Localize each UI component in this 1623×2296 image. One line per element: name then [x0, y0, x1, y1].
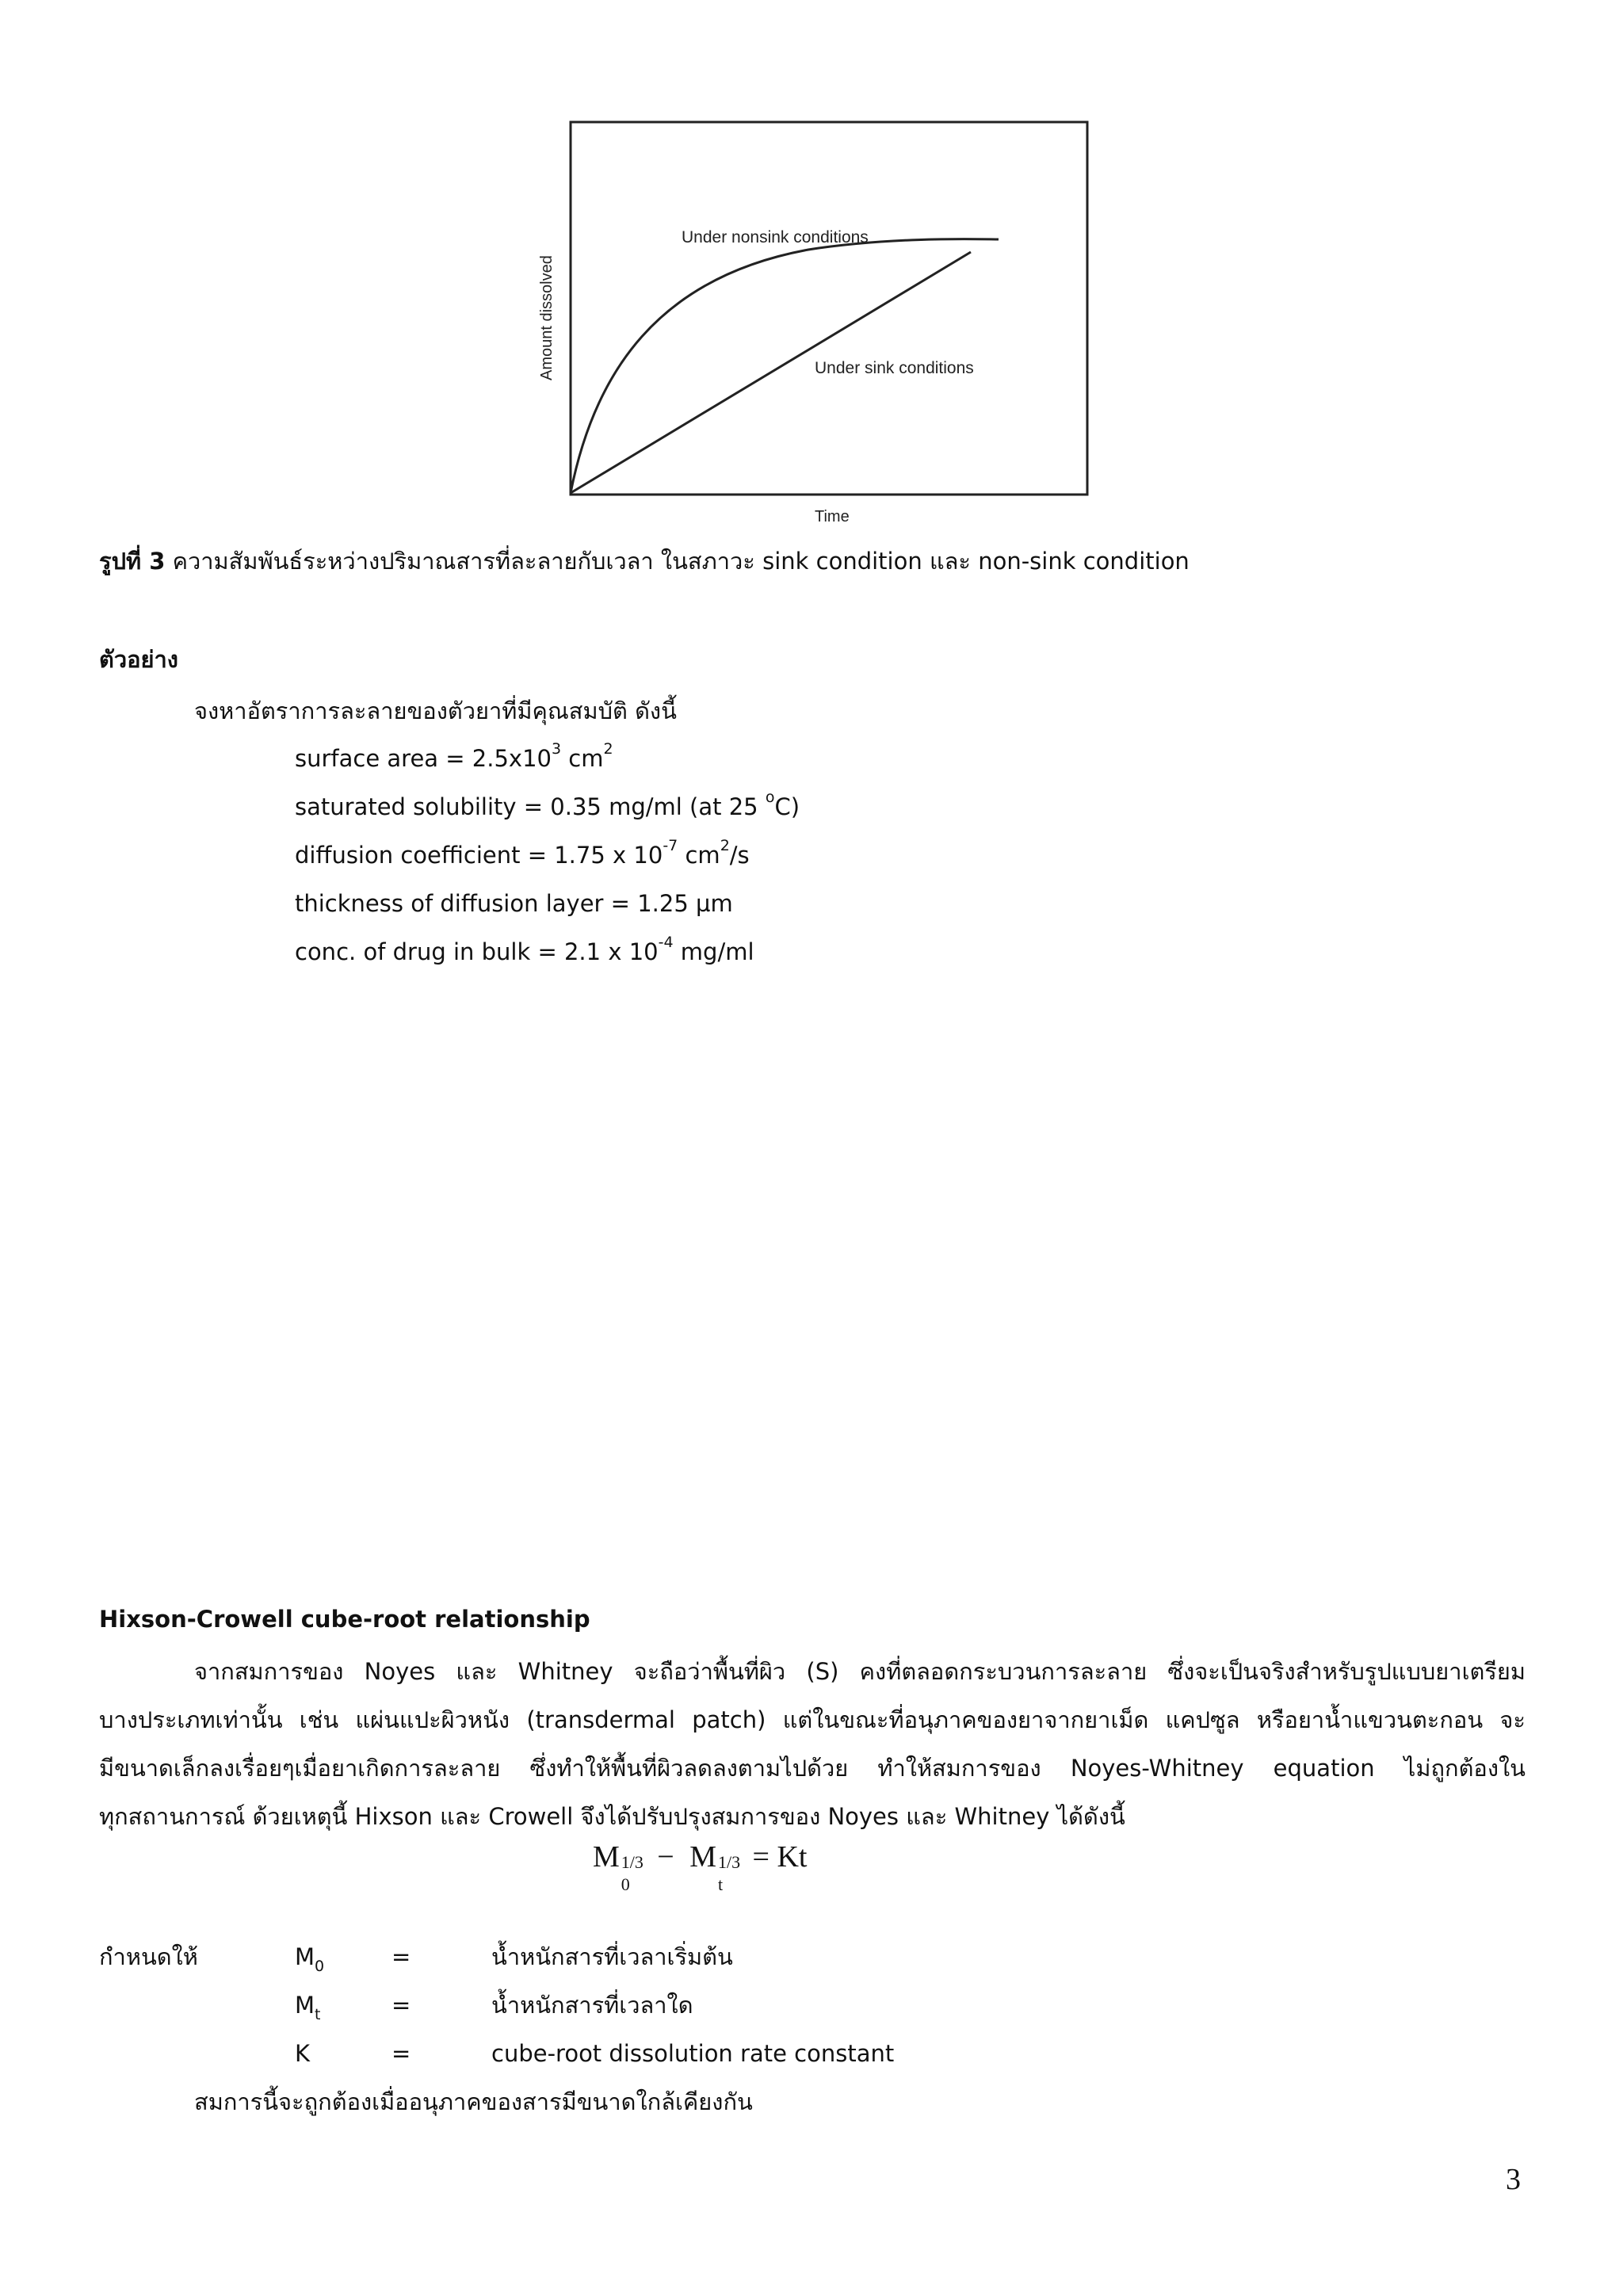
- definitions-label: กำหนดให้: [99, 1943, 198, 1970]
- figure-label: รูปที่ 3: [99, 548, 166, 575]
- paragraph-line: ทุกสถานการณ์ ด้วยเหตุนี้ Hixson และ Crowell จึงได้ปรับปรุงสมการของ Noyes และ Whitney ได้ดังนี้: [99, 1803, 1125, 1830]
- figure-caption: [99, 545, 1190, 577]
- property-item: diffusion coefficient = 1.75 x $10^{-7}$ $cm^2/s$: [295, 837, 750, 869]
- series-label-nonsink: Under nonsink conditions: [682, 228, 869, 246]
- property-item: thickness of diffusion layer = 1.25 µm: [295, 890, 733, 917]
- series-label-sink: Under sink conditions: [815, 359, 974, 377]
- figure-caption-text: ความสัมพันธ์ระหว่างปริมาณสารที่ละลายกับเวลา ในสภาวะ sink condition และ non-sink condition: [172, 548, 1190, 575]
- hixson-paragraph: [99, 1648, 1526, 1841]
- property-item: surface area = $2.5x10^3$ $cm^2$: [295, 740, 613, 772]
- dissolution-chart: [523, 111, 1109, 539]
- paragraph-line: จากสมการของ Noyes และ Whitney จะถือว่าพื้นที่ผิว (S) คงที่ตลอดกระบวนการละลาย ซึ่งจะเป็นจริงสำหรับรูปแบบยาเตรียม: [194, 1658, 1526, 1685]
- section-heading: Hixson-Crowell cube-root relationship: [99, 1606, 590, 1633]
- property-item: conc. of drug in bulk = 2.1 x $10^{-4}$ mg/ml: [295, 934, 754, 965]
- paragraph-line: มีขนาดเล็กลงเรื่อยๆเมื่อยาเกิดการละลาย ซึ่งทำให้พื้นที่ผิวลดลงตามไปด้วย ทำให้สมการของ Noyes-Whitney equation ไม่ถูกต้องใน: [99, 1755, 1526, 1782]
- closing-sentence: สมการนี้จะถูกต้องเมื่ออนุภาคของสารมีขนาดใกล้เคียงกัน: [194, 2088, 753, 2115]
- example-property-list: [295, 740, 800, 984]
- x-axis-label: Time: [815, 508, 850, 525]
- hixson-equation: M 1/3 0 − M 1/3 t = Kt: [593, 1840, 808, 1894]
- plot-frame: [571, 122, 1087, 495]
- page-number: 3: [1506, 2163, 1521, 2196]
- property-item: saturated solubility = 0.35 mg/ml (at 25 $^o$C): [295, 789, 800, 820]
- y-axis-label: Amount dissolved: [538, 255, 556, 380]
- paragraph-line: บางประเภทเท่านั้น เช่น แผ่นแปะผิวหนัง (transdermal patch) แต่ในขณะที่อนุภาคของยาจากยาเม็ด แคปซูล หรือยาน้ำแขวนตะกอน จะ: [99, 1706, 1526, 1733]
- example-intro: จงหาอัตราการละลายของตัวยาที่มีคุณสมบัติ ดังนี้: [194, 697, 677, 724]
- example-heading: ตัวอย่าง: [99, 646, 178, 673]
